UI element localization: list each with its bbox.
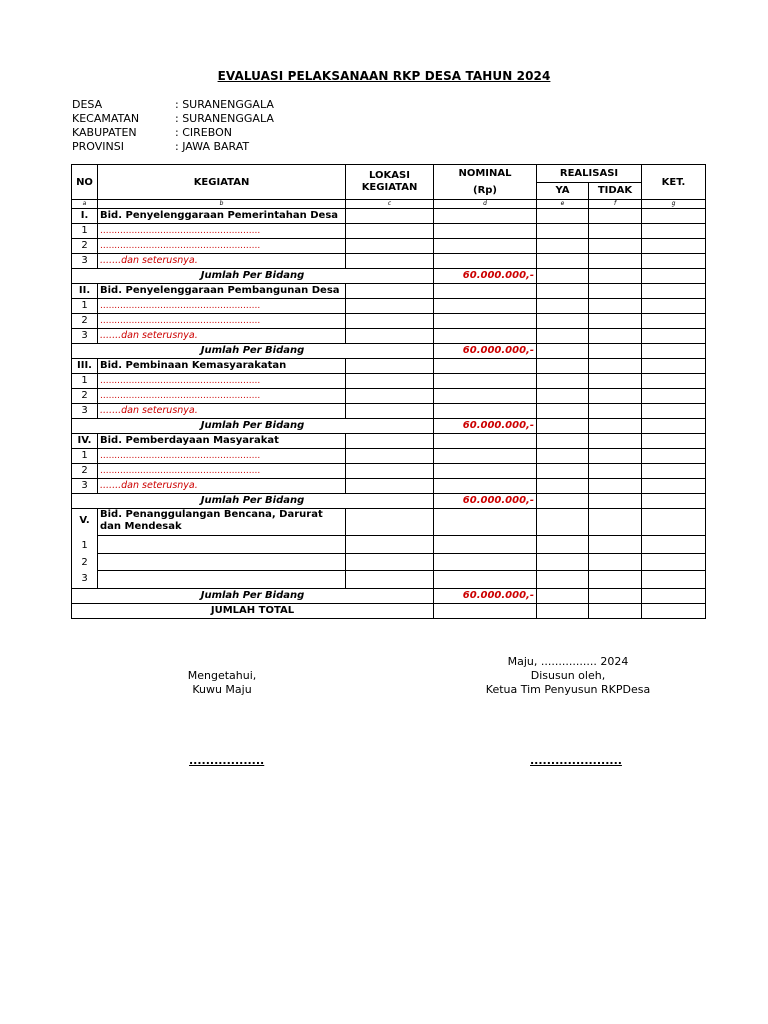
section-sum-label: Jumlah Per Bidang bbox=[72, 588, 434, 603]
section-sum-value: 60.000.000,- bbox=[434, 419, 537, 434]
activity-placeholder: .......dan seterusnya. bbox=[98, 329, 346, 344]
section-sum-value: 60.000.000,- bbox=[434, 494, 537, 509]
section-sum-row bbox=[72, 419, 706, 434]
header-nominal bbox=[434, 165, 537, 200]
row-number: 1 bbox=[72, 299, 98, 314]
row-number: 3 bbox=[72, 329, 98, 344]
table-row bbox=[72, 254, 706, 269]
table-row bbox=[72, 479, 706, 494]
section-number: V. bbox=[79, 515, 90, 526]
activity-placeholder: ........................................................ bbox=[98, 239, 346, 254]
section-sum-label: Jumlah Per Bidang bbox=[72, 494, 434, 509]
table-row bbox=[72, 374, 706, 389]
table-row bbox=[72, 314, 706, 329]
table-row bbox=[72, 224, 706, 239]
info-label: DESA bbox=[72, 98, 103, 111]
header-ya: YA bbox=[537, 182, 589, 200]
acknowledged-label: Mengetahui, bbox=[187, 669, 257, 682]
signature-name-left: .................. bbox=[189, 754, 265, 767]
table-row bbox=[72, 329, 706, 344]
table-row bbox=[72, 404, 706, 419]
info-row-kabupaten bbox=[72, 126, 274, 140]
info-row-kecamatan bbox=[72, 112, 274, 126]
section-number: II. bbox=[72, 284, 98, 299]
signature-right-block bbox=[468, 655, 668, 697]
section-sum-label: Jumlah Per Bidang bbox=[72, 344, 434, 359]
row-number: 3 bbox=[81, 573, 88, 584]
grand-total-row bbox=[72, 603, 706, 618]
info-value: : SURANENGGALA bbox=[175, 112, 274, 125]
row-number: 2 bbox=[72, 389, 98, 404]
evaluation-table bbox=[71, 164, 706, 619]
prepared-by-role: Ketua Tim Penyusun RKPDesa bbox=[485, 683, 651, 696]
column-letter-row bbox=[72, 200, 706, 209]
section-number: III. bbox=[72, 359, 98, 374]
table-row bbox=[72, 464, 706, 479]
activity-placeholder: ........................................................ bbox=[98, 449, 346, 464]
info-value: : JAWA BARAT bbox=[175, 140, 250, 153]
row-number: 2 bbox=[72, 464, 98, 479]
info-label: KABUPATEN bbox=[72, 126, 137, 139]
row-number: 1 bbox=[72, 224, 98, 239]
row-number: 2 bbox=[81, 556, 88, 568]
row-number: 3 bbox=[72, 254, 98, 269]
header-tidak: TIDAK bbox=[589, 182, 642, 200]
section-sum-value: 60.000.000,- bbox=[434, 269, 537, 284]
column-letter: g bbox=[642, 200, 706, 209]
signature-left-block bbox=[166, 669, 278, 697]
table-row bbox=[72, 299, 706, 314]
table-row bbox=[72, 239, 706, 254]
activity-placeholder: ........................................................ bbox=[98, 299, 346, 314]
section-sum-row bbox=[72, 344, 706, 359]
activity-placeholder: .......dan seterusnya. bbox=[98, 479, 346, 494]
prepared-by-label: Disusun oleh, bbox=[530, 669, 606, 682]
table-row bbox=[72, 449, 706, 464]
header-kegiatan: KEGIATAN bbox=[98, 165, 346, 200]
activity-placeholder: ........................................................ bbox=[98, 389, 346, 404]
section-sum-row bbox=[72, 269, 706, 284]
column-letter: f bbox=[589, 200, 642, 209]
place-date: Maju, ................ 2024 bbox=[507, 655, 629, 668]
grand-total-label: JUMLAH TOTAL bbox=[72, 603, 434, 618]
section-title: Bid. Pemberdayaan Masyarakat bbox=[98, 434, 346, 449]
header-lokasi: LOKASI KEGIATAN bbox=[346, 165, 434, 200]
header-ket: KET. bbox=[642, 165, 706, 200]
activity-placeholder: ........................................................ bbox=[98, 224, 346, 239]
section-number: I. bbox=[72, 209, 98, 224]
acknowledged-role: Kuwu Maju bbox=[192, 683, 252, 696]
section-sum-value: 60.000.000,- bbox=[434, 588, 537, 603]
section-title: Bid. Penyelenggaraan Pemerintahan Desa bbox=[98, 209, 346, 224]
row-number: 3 bbox=[72, 404, 98, 419]
section-title-line: Bid. Penanggulangan Bencana, Darurat bbox=[100, 509, 323, 520]
section-title: Bid. Penyelenggaraan Pembangunan Desa bbox=[98, 284, 346, 299]
header-nominal-label: NOMINAL bbox=[458, 168, 512, 179]
section-header-row bbox=[72, 284, 706, 299]
row-number: 1 bbox=[81, 540, 88, 551]
row-number: 1 bbox=[72, 449, 98, 464]
activity-placeholder: .......dan seterusnya. bbox=[98, 404, 346, 419]
section-sum-label: Jumlah Per Bidang bbox=[72, 269, 434, 284]
column-letter: c bbox=[346, 200, 434, 209]
section-number-cell bbox=[72, 509, 98, 589]
section-sum-label: Jumlah Per Bidang bbox=[72, 419, 434, 434]
table-row bbox=[72, 389, 706, 404]
row-number: 1 bbox=[72, 374, 98, 389]
section-header-row bbox=[72, 359, 706, 374]
section-title bbox=[98, 509, 346, 536]
section-title-line: dan Mendesak bbox=[100, 521, 182, 532]
document-title: EVALUASI PELAKSANAAN RKP DESA TAHUN 2024 bbox=[217, 69, 551, 83]
section-sum-value: 60.000.000,- bbox=[434, 344, 537, 359]
info-row-desa bbox=[72, 98, 274, 112]
location-info bbox=[72, 98, 274, 154]
info-value: : CIREBON bbox=[175, 126, 232, 139]
column-letter: b bbox=[98, 200, 346, 209]
section-number: IV. bbox=[72, 434, 98, 449]
info-label: PROVINSI bbox=[72, 140, 124, 153]
header-nominal-unit: (Rp) bbox=[473, 185, 497, 196]
signature-name-right: ...................... bbox=[530, 754, 622, 767]
table-row bbox=[72, 553, 706, 570]
activity-placeholder: ........................................................ bbox=[98, 464, 346, 479]
column-letter: d bbox=[434, 200, 537, 209]
column-letter: e bbox=[537, 200, 589, 209]
section-header-row bbox=[72, 509, 706, 536]
section-header-row bbox=[72, 209, 706, 224]
activity-placeholder: .......dan seterusnya. bbox=[98, 254, 346, 269]
section-sum-row bbox=[72, 494, 706, 509]
row-number: 2 bbox=[72, 239, 98, 254]
header-no: NO bbox=[72, 165, 98, 200]
section-title: Bid. Pembinaan Kemasyarakatan bbox=[98, 359, 346, 374]
header-realisasi: REALISASI bbox=[537, 165, 642, 183]
info-row-provinsi bbox=[72, 140, 274, 154]
row-number: 3 bbox=[72, 479, 98, 494]
section-sum-row bbox=[72, 588, 706, 603]
table-row bbox=[72, 571, 706, 588]
info-label: KECAMATAN bbox=[72, 112, 140, 125]
info-value: : SURANENGGALA bbox=[175, 98, 274, 111]
table-row bbox=[72, 536, 706, 553]
activity-placeholder: ........................................................ bbox=[98, 374, 346, 389]
grand-total-value bbox=[434, 603, 537, 618]
activity-placeholder: ........................................................ bbox=[98, 314, 346, 329]
row-number: 2 bbox=[72, 314, 98, 329]
column-letter: a bbox=[72, 200, 98, 209]
section-header-row bbox=[72, 434, 706, 449]
